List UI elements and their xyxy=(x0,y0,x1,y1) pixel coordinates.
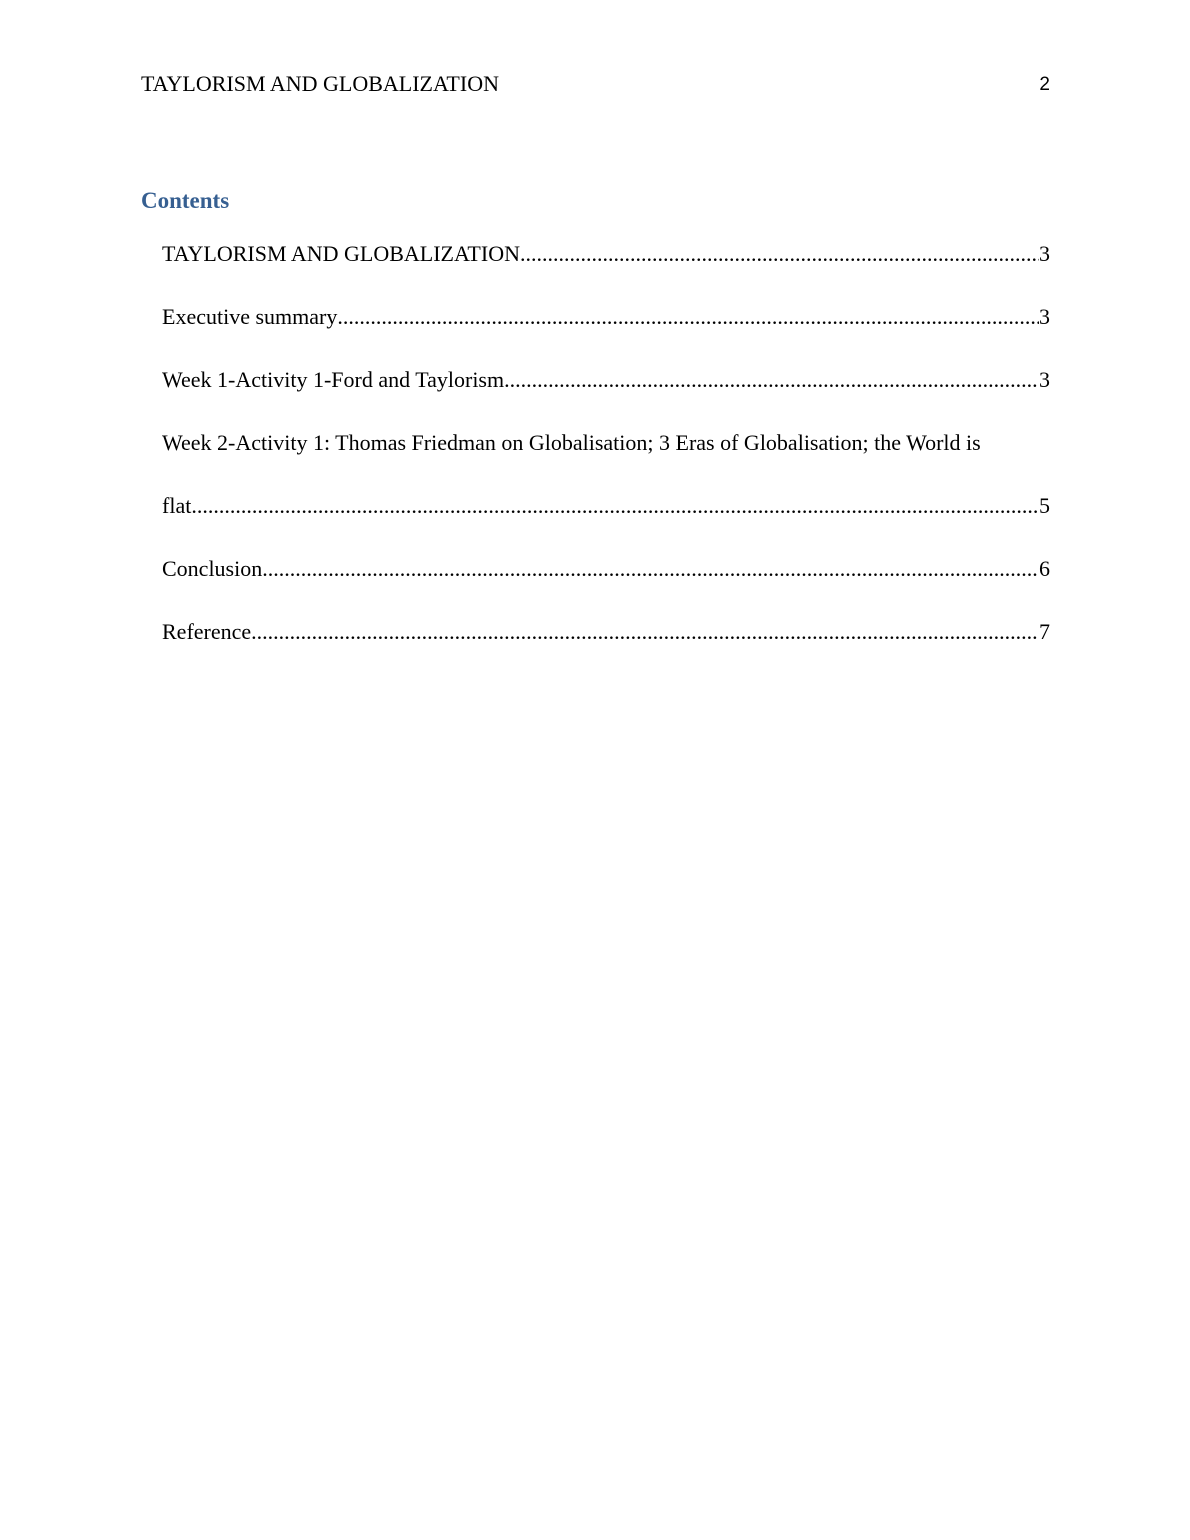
toc-entry-page: 3 xyxy=(1039,241,1050,266)
toc-entry-page: 3 xyxy=(1039,304,1050,329)
toc-entry-page: 7 xyxy=(1039,619,1050,644)
toc-entry[interactable] xyxy=(162,366,1050,394)
toc-heading: Contents xyxy=(141,188,230,213)
toc-dot-leader xyxy=(337,303,1039,331)
toc-dot-leader xyxy=(520,240,1039,268)
toc-entry[interactable] xyxy=(162,618,1050,646)
toc-entry[interactable] xyxy=(162,555,1050,583)
toc-entry[interactable] xyxy=(162,240,1050,268)
toc-entry-title: TAYLORISM AND GLOBALIZATION xyxy=(162,241,520,266)
toc-entry-title-line1: Week 2-Activity 1: Thomas Friedman on Globalisation; 3 Eras of Globalisation; the World is xyxy=(162,430,981,455)
toc-entry-title: Conclusion xyxy=(162,556,263,581)
toc-entry-title-line2: flat xyxy=(162,493,192,518)
toc-entry-title: Week 1-Activity 1-Ford and Taylorism xyxy=(162,367,505,392)
toc-entry-title: Reference xyxy=(162,619,252,644)
toc-dot-leader xyxy=(251,618,1039,646)
page-number: 2 xyxy=(1039,74,1050,95)
toc-entry-page: 5 xyxy=(1039,493,1050,518)
running-header-title: TAYLORISM AND GLOBALIZATION xyxy=(141,71,499,96)
toc-dot-leader xyxy=(191,492,1039,520)
toc-entry[interactable] xyxy=(162,429,1050,520)
toc-dot-leader xyxy=(262,555,1039,583)
toc-dot-leader xyxy=(504,366,1039,394)
toc-entry[interactable] xyxy=(162,303,1050,331)
toc-entry-page: 3 xyxy=(1039,367,1050,392)
toc-entry-title: Executive summary xyxy=(162,304,338,329)
toc-entry-page: 6 xyxy=(1039,556,1050,581)
table-of-contents xyxy=(162,240,1050,681)
